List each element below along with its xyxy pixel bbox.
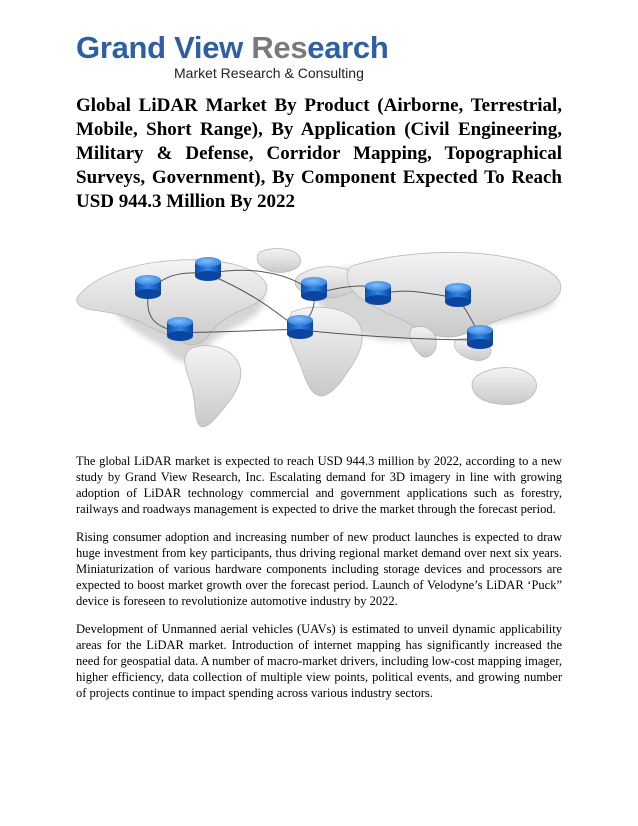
world-map-network-icon [60, 236, 580, 436]
brand-name-part-2: Res [251, 30, 308, 65]
company-logo [76, 30, 389, 81]
report-body [76, 453, 562, 713]
brand-name-part-1: Grand View [76, 30, 252, 65]
body-paragraph-2: Rising consumer adoption and increasing number of new product launches is expected to draw huge investment from key participants, thus driving regional market demand over next six years. Miniaturization of various hardware components including storage devices and processors are expected to boost market growth over the forecast period. Launch of Velodyne’s LiDAR ‘Puck” device is foreseen to revolutionize automotive industry by 2022. [76, 530, 562, 608]
body-paragraph-3: Development of Unmanned aerial vehicles (UAVs) is estimated to unveil dynamic applicability areas for the LiDAR market. Introduction of internet mapping has significantly increased the need for geospatial data. A number of macro-market drivers, including low-cost mapping imager, higher efficiency, data collection of multiple view points, political events, and growing number of projects continue to impact spending across various industry sectors. [76, 622, 562, 700]
body-paragraph-1: The global LiDAR market is expected to reach USD 944.3 million by 2022, according to a new study by Grand View Research, Inc. Escalating demand for 3D imagery in line with growing adoption of LiDAR technology commercial and government applications such as forestry, railways and roadways management is expected to drive the market through the forecast period. [76, 454, 562, 516]
brand-name-part-3: earch [307, 30, 389, 65]
report-title: Global LiDAR Market By Product (Airborne, Terrestrial, Mobile, Short Range), By Application (Civil Engineering, Military & Defense, Corridor Mapping, Topographical Surveys, Government), By Component Expected To Reach USD 944.3 Million By 2022 [76, 95, 562, 212]
brand-tagline: Market Research & Consulting [174, 65, 364, 81]
brand-name [76, 30, 389, 66]
